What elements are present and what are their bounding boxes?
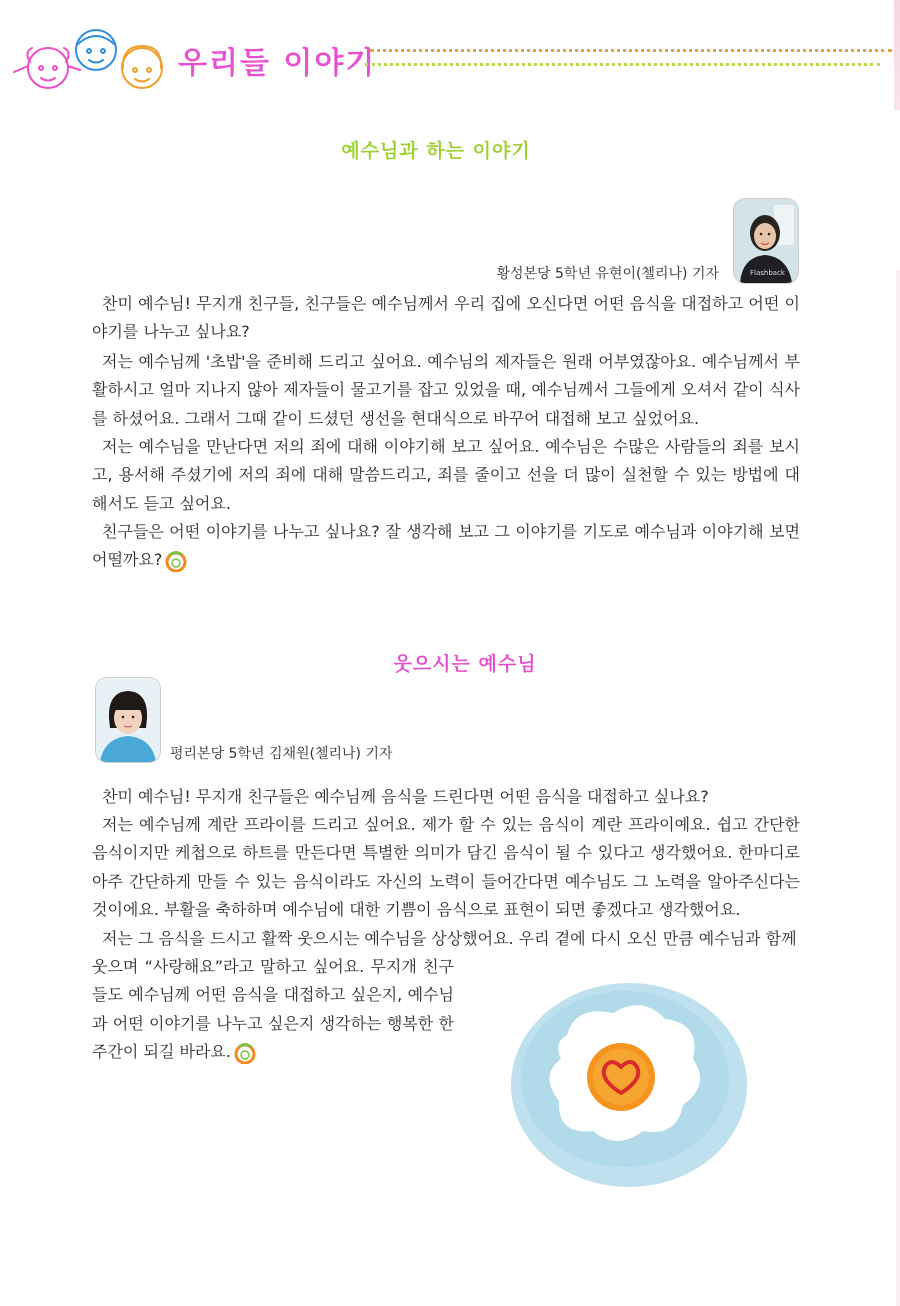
dotted-divider-orange xyxy=(370,49,892,52)
article2-paragraph-3 xyxy=(92,925,800,953)
article1-paragraph-1-text: 찬미 예수님! 무지개 친구들, 친구들은 예수님께서 우리 집에 오신다면 어떤 음식을 대접하고 어떤 이야기를 나누고 싶나요? xyxy=(92,294,800,342)
article2-paragraph-1 xyxy=(92,783,800,811)
page-edge-strip xyxy=(894,0,900,110)
article1-paragraph-2-text: 저는 예수님께 '초밥'을 준비해 드리고 싶어요. 예수님의 제자들은 원래 어부였잖아요. 예수님께서 부활하시고 얼마 지나지 않아 제자들이 물고기를 잡고 있었을 때, 예수님께서 그들에게 오셔서 같이 식사를 하셨어요. 그래서 그때 같이 드셨던 생선을 현대식으로 바꾸어 대접해 보고 싶었어요. xyxy=(92,352,800,428)
article2-paragraph-2-text: 저는 예수님께 계란 프라이를 드리고 싶어요. 제가 할 수 있는 음식이 계란 프라이예요. 쉽고 간단한 음식이지만 케첩으로 하트를 만든다면 특별한 의미가 담긴 음식이 될 수 있다고 생각했어요. 한마디로 아주 간단하게 만들 수 있는 음식이라도 자신의 노력이 들어간다면 예수님도 그 노력을 알아주신다는 것이에요. 부활을 축하하며 예수님에 대한 기쁨이 음식으로 표현이 되면 좋겠다고 생각했어요. xyxy=(92,815,800,920)
dotted-divider-green xyxy=(365,63,880,66)
kids-faces-icon xyxy=(10,26,180,98)
shirt-text: Flashback xyxy=(750,269,785,277)
article1-paragraph-2 xyxy=(92,348,800,433)
article-title-1 xyxy=(0,136,872,163)
article1-paragraph-4 xyxy=(92,518,800,575)
page-edge-strip-lower xyxy=(896,270,900,1306)
article1-paragraph-3 xyxy=(92,433,800,518)
article2-paragraph-2 xyxy=(92,811,800,925)
article2-paragraph-1-text: 찬미 예수님! 무지개 친구들은 예수님께 음식을 드린다면 어떤 음식을 대접하고 싶나요? xyxy=(102,787,709,806)
article1-paragraph-3-text: 저는 예수님을 만난다면 저의 죄에 대해 이야기해 보고 싶어요. 예수님은 수많은 사람들의 죄를 보시고, 용서해 주셨기에 저의 죄에 대해 말씀드리고, 죄를 줄이고 선을 더 많이 실천할 수 있는 방법에 대해서도 듣고 싶어요. xyxy=(92,437,800,513)
end-mark-icon xyxy=(233,1042,257,1064)
reporter-photo-2 xyxy=(95,677,161,763)
end-mark-icon xyxy=(164,550,188,572)
byline-1: 황성본당 5학년 유현이(첼리나) 기자 xyxy=(496,266,719,282)
article2-paragraph-4-text: 웃으며 “사랑해요”라고 말하고 싶어요. 무지개 친구들도 예수님께 어떤 음식을 대접하고 싶은지, 예수님과 어떤 이야기를 나누고 싶은지 생각하는 행복한 한 주간이 되길 바라요. xyxy=(92,957,454,1062)
fried-egg-illustration xyxy=(505,975,750,1190)
article2-paragraph-3-text: 저는 그 음식을 드시고 활짝 웃으시는 예수님을 상상했어요. 우리 곁에 다시 오신 만큼 예수님과 함께 xyxy=(102,929,797,948)
article-title-1-text: 예수님과 하는 이야기 xyxy=(341,140,531,162)
article-title-2: 웃으시는 예수님 xyxy=(393,653,537,675)
article1-paragraph-4-text: 친구들은 어떤 이야기를 나누고 싶나요? 잘 생각해 보고 그 이야기를 기도로 예수님과 이야기해 보면 어떨까요? xyxy=(92,522,800,570)
section-title: 우리들 이야기 xyxy=(178,46,377,81)
article2-paragraph-4 xyxy=(92,953,454,1067)
article1-paragraph-1 xyxy=(92,290,800,347)
reporter-photo-1 xyxy=(733,198,799,284)
byline-2: 평리본당 5학년 김채원(첼리나) 기자 xyxy=(170,746,393,762)
